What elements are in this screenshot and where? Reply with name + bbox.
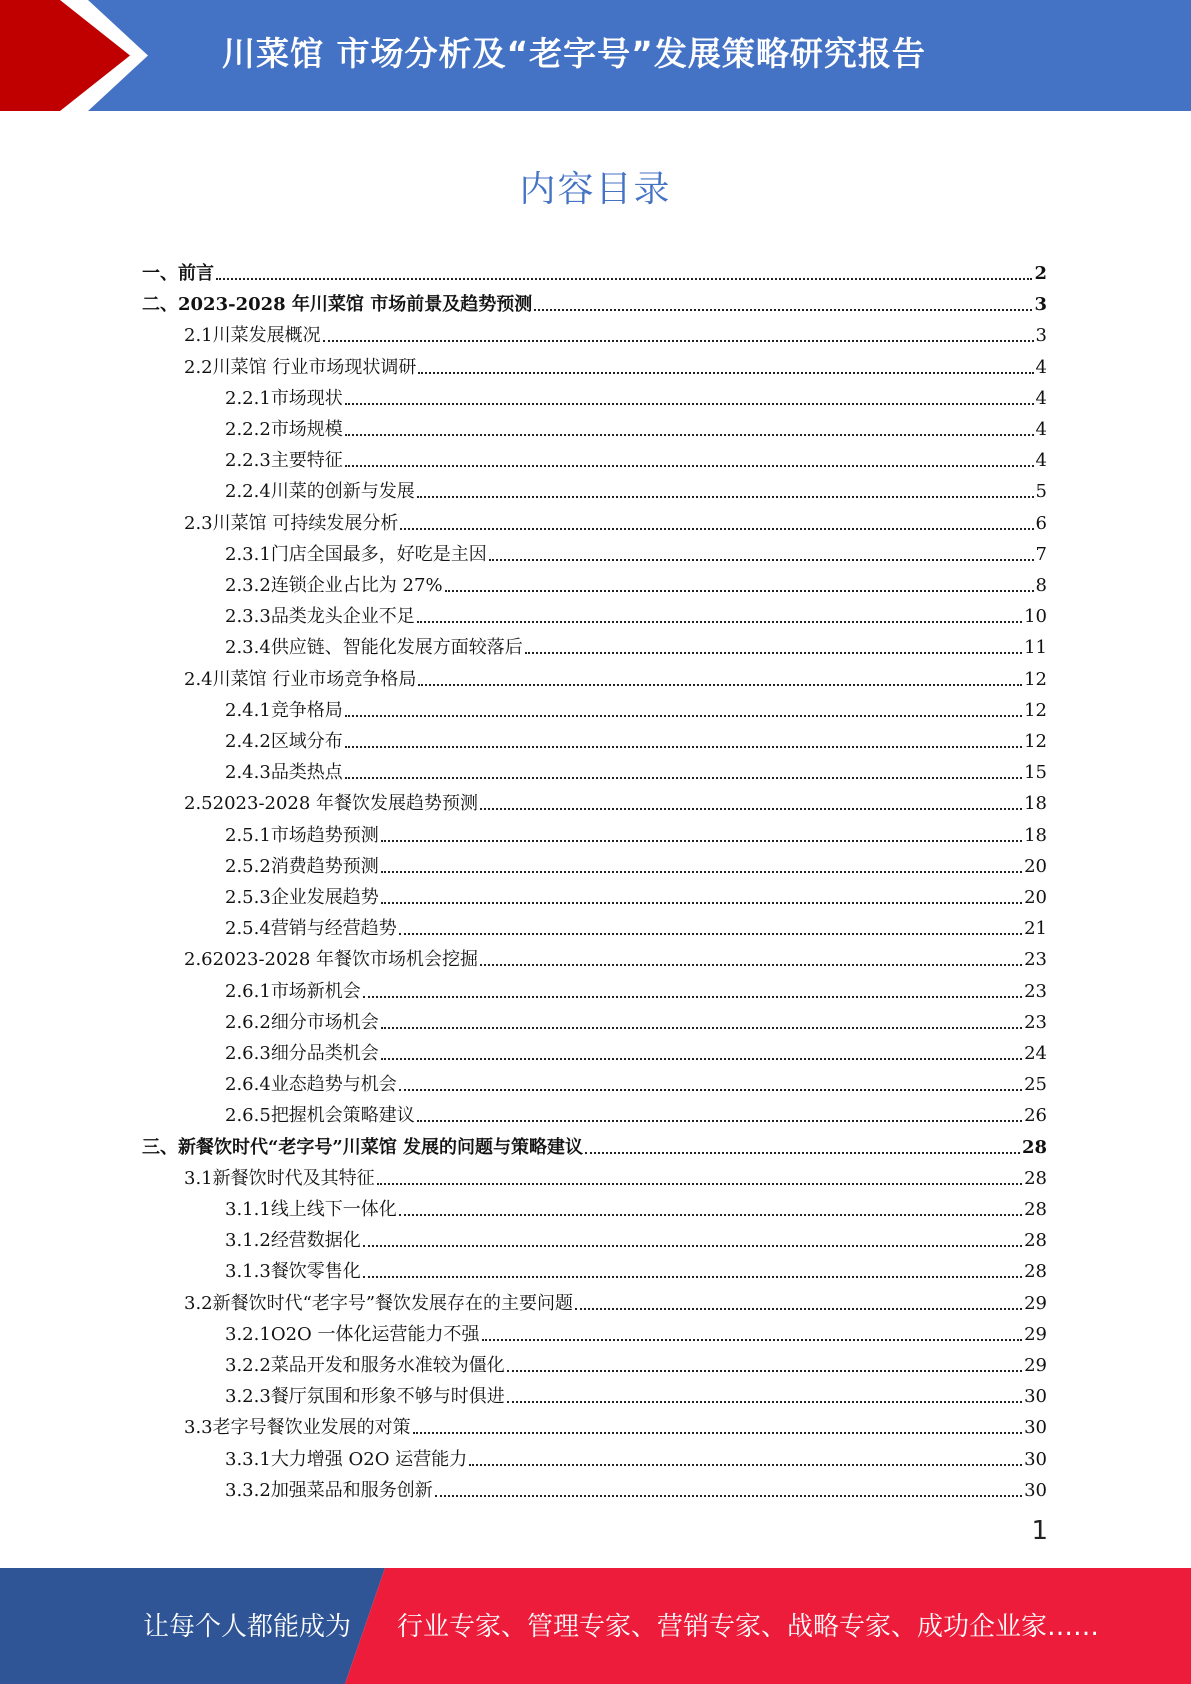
toc-entry-page: 7 (1035, 543, 1047, 565)
header-banner (0, 0, 1191, 111)
toc-entry-title: 2023-2028 年餐饮市场机会挖掘 (212, 949, 479, 971)
toc-entry[interactable] (225, 1440, 1047, 1471)
toc-entry-number: 2.2.2 (225, 419, 271, 440)
toc-dot-leader (445, 589, 1034, 592)
toc-entry-title: 餐饮零售化 (270, 1261, 361, 1283)
toc-entry-page: 29 (1024, 1292, 1047, 1314)
toc-entry-number: 2.3.1 (225, 543, 271, 565)
toc-entry-page: 12 (1024, 699, 1047, 721)
toc-entry-title: 品类龙头企业不足 (270, 606, 415, 628)
toc-entry-page: 18 (1024, 824, 1047, 846)
toc-entry-page: 5 (1035, 481, 1047, 503)
toc-entry[interactable] (225, 441, 1047, 472)
toc-dot-leader (480, 807, 1022, 810)
toc-entry-number: 2.2.4 (225, 481, 271, 503)
toc-entry[interactable] (225, 1034, 1047, 1065)
toc-entry-number: 2.6.1 (225, 980, 271, 1002)
toc-entry[interactable] (184, 1159, 1047, 1190)
toc-dot-leader (585, 1151, 1020, 1154)
toc-entry-title: 新餐饮时代“老字号”餐饮发展存在的主要问题 (212, 1292, 574, 1314)
toc-entry-title: 市场规模 (270, 419, 343, 440)
toc-dot-leader (345, 402, 1034, 405)
toc-dot-leader (399, 1213, 1022, 1216)
toc-entry-title: 消费趋势预测 (270, 855, 379, 877)
toc-entry-page: 4 (1035, 387, 1047, 409)
toc-entry-page: 6 (1035, 512, 1047, 534)
toc-entry[interactable] (184, 348, 1047, 379)
toc-entry-page: 28 (1024, 1261, 1047, 1283)
toc-dot-leader (399, 932, 1022, 935)
footer-slogan-right: 行业专家、管理专家、营销专家、战略专家、成功企业家…… (397, 1612, 1100, 1642)
toc-entry-page: 18 (1024, 793, 1047, 815)
toc-entry-number: 2.5.2 (225, 855, 271, 877)
toc-entry-page: 28 (1024, 1230, 1047, 1252)
toc-entry[interactable] (225, 1065, 1047, 1096)
toc-entry-page: 30 (1024, 1479, 1047, 1501)
toc-dot-leader (435, 1494, 1022, 1497)
toc-entry-number: 3.2 (184, 1292, 213, 1314)
toc-entry-number: 3.3.1 (225, 1448, 271, 1470)
toc-entry[interactable] (225, 909, 1047, 940)
toc-entry-number: 3.3 (184, 1417, 213, 1439)
toc-entry-number: 2.4.2 (225, 731, 271, 752)
toc-entry-title: 老字号餐饮业发展的对策 (212, 1417, 411, 1439)
toc-entry-title: O2O 一体化运营能力不强 (270, 1323, 480, 1345)
toc-entry-title: 市场趋势预测 (270, 824, 379, 846)
toc-entry[interactable] (225, 410, 1047, 441)
toc-entry-page: 29 (1024, 1355, 1047, 1376)
toc-entry-page: 30 (1024, 1448, 1047, 1470)
toc-entry[interactable] (225, 1252, 1047, 1283)
toc-entry-number: 2.2 (184, 356, 213, 378)
page-number: 1 (1031, 1516, 1048, 1546)
toc-entry-page: 23 (1024, 949, 1047, 971)
toc-entry[interactable] (225, 1471, 1047, 1502)
toc-entry[interactable] (225, 472, 1047, 503)
toc-dot-leader (377, 1182, 1022, 1185)
toc-entry-page: 15 (1024, 762, 1047, 784)
toc-entry-title: 门店全国最多，好吃是主因 (270, 543, 487, 565)
toc-dot-leader (507, 1400, 1022, 1403)
toc-entry-page: 30 (1024, 1386, 1047, 1408)
toc-entry-number: 3.2.3 (225, 1386, 271, 1408)
toc-entry-title: 新餐饮时代“老字号”川菜馆 发展的问题与策略建议 (178, 1136, 583, 1158)
toc-entry-title: 新餐饮时代及其特征 (212, 1167, 375, 1189)
toc-entry-page: 3 (1034, 294, 1047, 316)
toc-entry-page: 21 (1024, 918, 1047, 940)
toc-entry-number: 2.2.1 (225, 387, 271, 409)
toc-dot-leader (469, 1463, 1022, 1466)
toc-entry[interactable] (225, 566, 1047, 597)
toc-entry-title: 线上线下一体化 (270, 1199, 397, 1220)
footer-slogan-left: 让每个人都能成为 (143, 1612, 352, 1642)
toc-entry-page: 30 (1024, 1417, 1047, 1439)
toc-entry-title: 2023-2028 年川菜馆 市场前景及趋势预测 (178, 294, 533, 316)
toc-entry[interactable] (184, 1284, 1047, 1315)
toc-entry[interactable] (225, 878, 1047, 909)
toc-entry[interactable] (225, 691, 1047, 722)
toc-dot-leader (363, 995, 1022, 998)
toc-entry[interactable] (184, 940, 1047, 971)
toc-entry[interactable] (225, 1346, 1047, 1377)
toc-entry-number: 3.2.1 (225, 1323, 271, 1345)
toc-dot-leader (399, 1088, 1022, 1091)
toc-entry-title: 竞争格局 (270, 699, 343, 721)
toc-dot-leader (482, 1338, 1023, 1341)
toc-entry-page: 20 (1024, 855, 1047, 877)
toc-entry-title: 企业发展趋势 (270, 887, 379, 908)
toc-heading: 内容目录 (519, 169, 672, 210)
toc-entry-title: 主要特征 (270, 450, 343, 472)
toc-dot-leader (417, 620, 1022, 623)
toc-entry-number: 2.3 (184, 512, 213, 534)
toc-entry-page: 28 (1024, 1167, 1047, 1189)
toc-entry[interactable] (184, 660, 1047, 691)
toc-entry-page: 28 (1021, 1136, 1047, 1158)
toc-entry-title: 品类热点 (270, 762, 343, 784)
toc-entry-title: 细分品类机会 (270, 1043, 379, 1064)
toc-entry[interactable] (225, 847, 1047, 878)
toc-entry-number: 2.5.4 (225, 918, 271, 940)
toc-entry-page: 20 (1024, 887, 1047, 908)
toc-entry[interactable] (225, 722, 1047, 753)
toc-dot-leader (363, 1244, 1022, 1247)
toc-entry-title: 连锁企业占比为 27% (270, 575, 443, 596)
toc-dot-leader (489, 558, 1034, 561)
toc-dot-leader (216, 277, 1032, 280)
toc-entry[interactable] (225, 1315, 1047, 1346)
toc-entry-number: 2.6.2 (225, 1011, 271, 1033)
toc-entry-number: 2.3.3 (225, 606, 271, 628)
toc-entry-page: 8 (1035, 575, 1047, 596)
toc-entry[interactable] (184, 316, 1047, 347)
toc-dot-leader (400, 527, 1033, 530)
toc-entry-page: 23 (1024, 1011, 1047, 1033)
toc-dot-leader (534, 308, 1032, 311)
toc-entry-title: 川菜馆 行业市场竞争格局 (212, 668, 417, 690)
toc-entry[interactable] (225, 597, 1047, 628)
toc-entry-number: 2.3.4 (225, 637, 271, 659)
toc-entry-page: 26 (1024, 1105, 1047, 1127)
toc-entry-page: 12 (1024, 668, 1047, 690)
toc-entry[interactable] (225, 1096, 1047, 1127)
toc-entry[interactable] (225, 1190, 1047, 1221)
toc-entry-page: 4 (1035, 356, 1047, 378)
toc-entry-number: 2.2.3 (225, 450, 271, 472)
toc-entry-title: 经营数据化 (270, 1230, 361, 1252)
toc-entry[interactable] (225, 1377, 1047, 1408)
toc-entry-number: 3.3.2 (225, 1479, 271, 1501)
toc-dot-leader (363, 1275, 1022, 1278)
toc-dot-leader (381, 870, 1022, 873)
toc-entry-page: 25 (1024, 1074, 1047, 1096)
toc-entry-title: 菜品开发和服务水准较为僵化 (270, 1355, 505, 1376)
toc-entry-number: 2.6.4 (225, 1074, 271, 1096)
toc-entry-page: 23 (1024, 980, 1047, 1002)
toc-entry-page: 29 (1024, 1323, 1047, 1345)
toc-entry-title: 细分市场机会 (270, 1011, 379, 1033)
toc-entry-number: 2.4 (184, 668, 213, 690)
toc-entry-number: 2.6.5 (225, 1105, 271, 1127)
toc-entry-page: 4 (1035, 450, 1047, 472)
toc-dot-leader (345, 776, 1022, 779)
toc-dot-leader (381, 1026, 1022, 1029)
toc-entry-title: 2023-2028 年餐饮发展趋势预测 (212, 793, 479, 815)
toc-entry-page: 24 (1024, 1043, 1047, 1064)
toc-entry-number: 2.1 (184, 325, 213, 347)
toc-entry[interactable] (225, 1003, 1047, 1034)
toc-entry[interactable] (225, 753, 1047, 784)
toc-entry-number: 2.3.2 (225, 575, 271, 596)
toc-entry-title: 前言 (178, 263, 214, 284)
toc-entry-number: 3.1 (184, 1167, 213, 1189)
toc-entry-number: 二、 (142, 294, 178, 316)
toc-entry[interactable] (184, 784, 1047, 815)
toc-entry-title: 把握机会策略建议 (270, 1105, 415, 1127)
toc-entry-page: 11 (1024, 637, 1047, 659)
toc-dot-leader (525, 651, 1022, 654)
toc-entry-title: 川菜发展概况 (212, 325, 321, 347)
toc-entry[interactable] (225, 972, 1047, 1003)
toc-entry-number: 2.6.3 (225, 1043, 271, 1064)
toc-dot-leader (345, 714, 1022, 717)
toc-entry-page: 10 (1024, 606, 1047, 628)
toc-entry-title: 供应链、智能化发展方面较落后 (270, 637, 523, 659)
toc-entry-number: 2.4.3 (225, 762, 271, 784)
toc-entry-number: 三、 (142, 1136, 178, 1158)
toc-dot-leader (345, 745, 1022, 748)
toc-entry-title: 川菜馆 可持续发展分析 (212, 512, 399, 534)
toc-entry-number: 2.5.3 (225, 887, 271, 908)
toc-dot-leader (417, 495, 1034, 498)
toc-dot-leader (345, 464, 1034, 467)
toc-entry[interactable] (142, 1128, 1047, 1159)
toc-entry-number: 3.1.1 (225, 1199, 271, 1220)
toc-entry[interactable] (142, 254, 1047, 285)
toc-entry-page: 2 (1034, 263, 1047, 284)
toc-entry[interactable] (225, 379, 1047, 410)
toc-entry[interactable] (142, 285, 1047, 316)
toc-dot-leader (381, 901, 1022, 904)
toc-entry[interactable] (225, 1221, 1047, 1252)
toc-entry-page: 28 (1024, 1199, 1047, 1220)
toc-entry[interactable] (225, 628, 1047, 659)
toc-entry-title: 大力增强 O2O 运营能力 (270, 1448, 468, 1470)
toc-dot-leader (480, 963, 1022, 966)
toc-dot-leader (345, 433, 1034, 436)
toc-entry-title: 市场新机会 (270, 980, 361, 1002)
toc-entry-page: 4 (1035, 419, 1047, 440)
toc-entry-number: 一、 (142, 263, 178, 284)
toc-dot-leader (418, 371, 1033, 374)
toc-entry-title: 营销与经营趋势 (270, 918, 397, 940)
toc-dot-leader (507, 1369, 1022, 1372)
toc-entry[interactable] (225, 816, 1047, 847)
toc-entry-number: 3.1.3 (225, 1261, 271, 1283)
chevron-arrow-icon (0, 0, 170, 111)
toc-dot-leader (381, 1057, 1022, 1060)
toc-entry-title: 川菜馆 行业市场现状调研 (212, 356, 417, 378)
toc-dot-leader (323, 339, 1034, 342)
toc-entry-page: 3 (1035, 325, 1047, 347)
footer-banner (0, 1568, 1191, 1684)
toc-entry-number: 2.5.1 (225, 824, 271, 846)
report-title: 川菜馆 市场分析及“老字号”发展策略研究报告 (222, 34, 926, 73)
toc-entry[interactable] (184, 504, 1047, 535)
toc-entry-title: 川菜的创新与发展 (270, 481, 415, 503)
toc-entry-title: 餐厅氛围和形象不够与时俱进 (270, 1386, 505, 1408)
toc-entry-title: 业态趋势与机会 (270, 1074, 397, 1096)
toc-entry-title: 市场现状 (270, 387, 343, 409)
toc-dot-leader (418, 683, 1022, 686)
toc-entry-title: 区域分布 (270, 731, 343, 752)
toc-dot-leader (417, 1119, 1022, 1122)
toc-dot-leader (575, 1307, 1022, 1310)
toc-entry-page: 12 (1024, 731, 1047, 752)
toc-entry[interactable] (184, 1408, 1047, 1439)
toc-entry-number: 2.6 (184, 949, 213, 971)
toc-entry-number: 3.1.2 (225, 1230, 271, 1252)
toc-entry[interactable] (225, 535, 1047, 566)
toc-entry-number: 3.2.2 (225, 1355, 271, 1376)
toc-dot-leader (413, 1431, 1022, 1434)
toc-dot-leader (381, 839, 1022, 842)
toc-entry-title: 加强菜品和服务创新 (270, 1479, 433, 1501)
toc-entry-number: 2.4.1 (225, 699, 271, 721)
toc-entry-number: 2.5 (184, 793, 213, 815)
